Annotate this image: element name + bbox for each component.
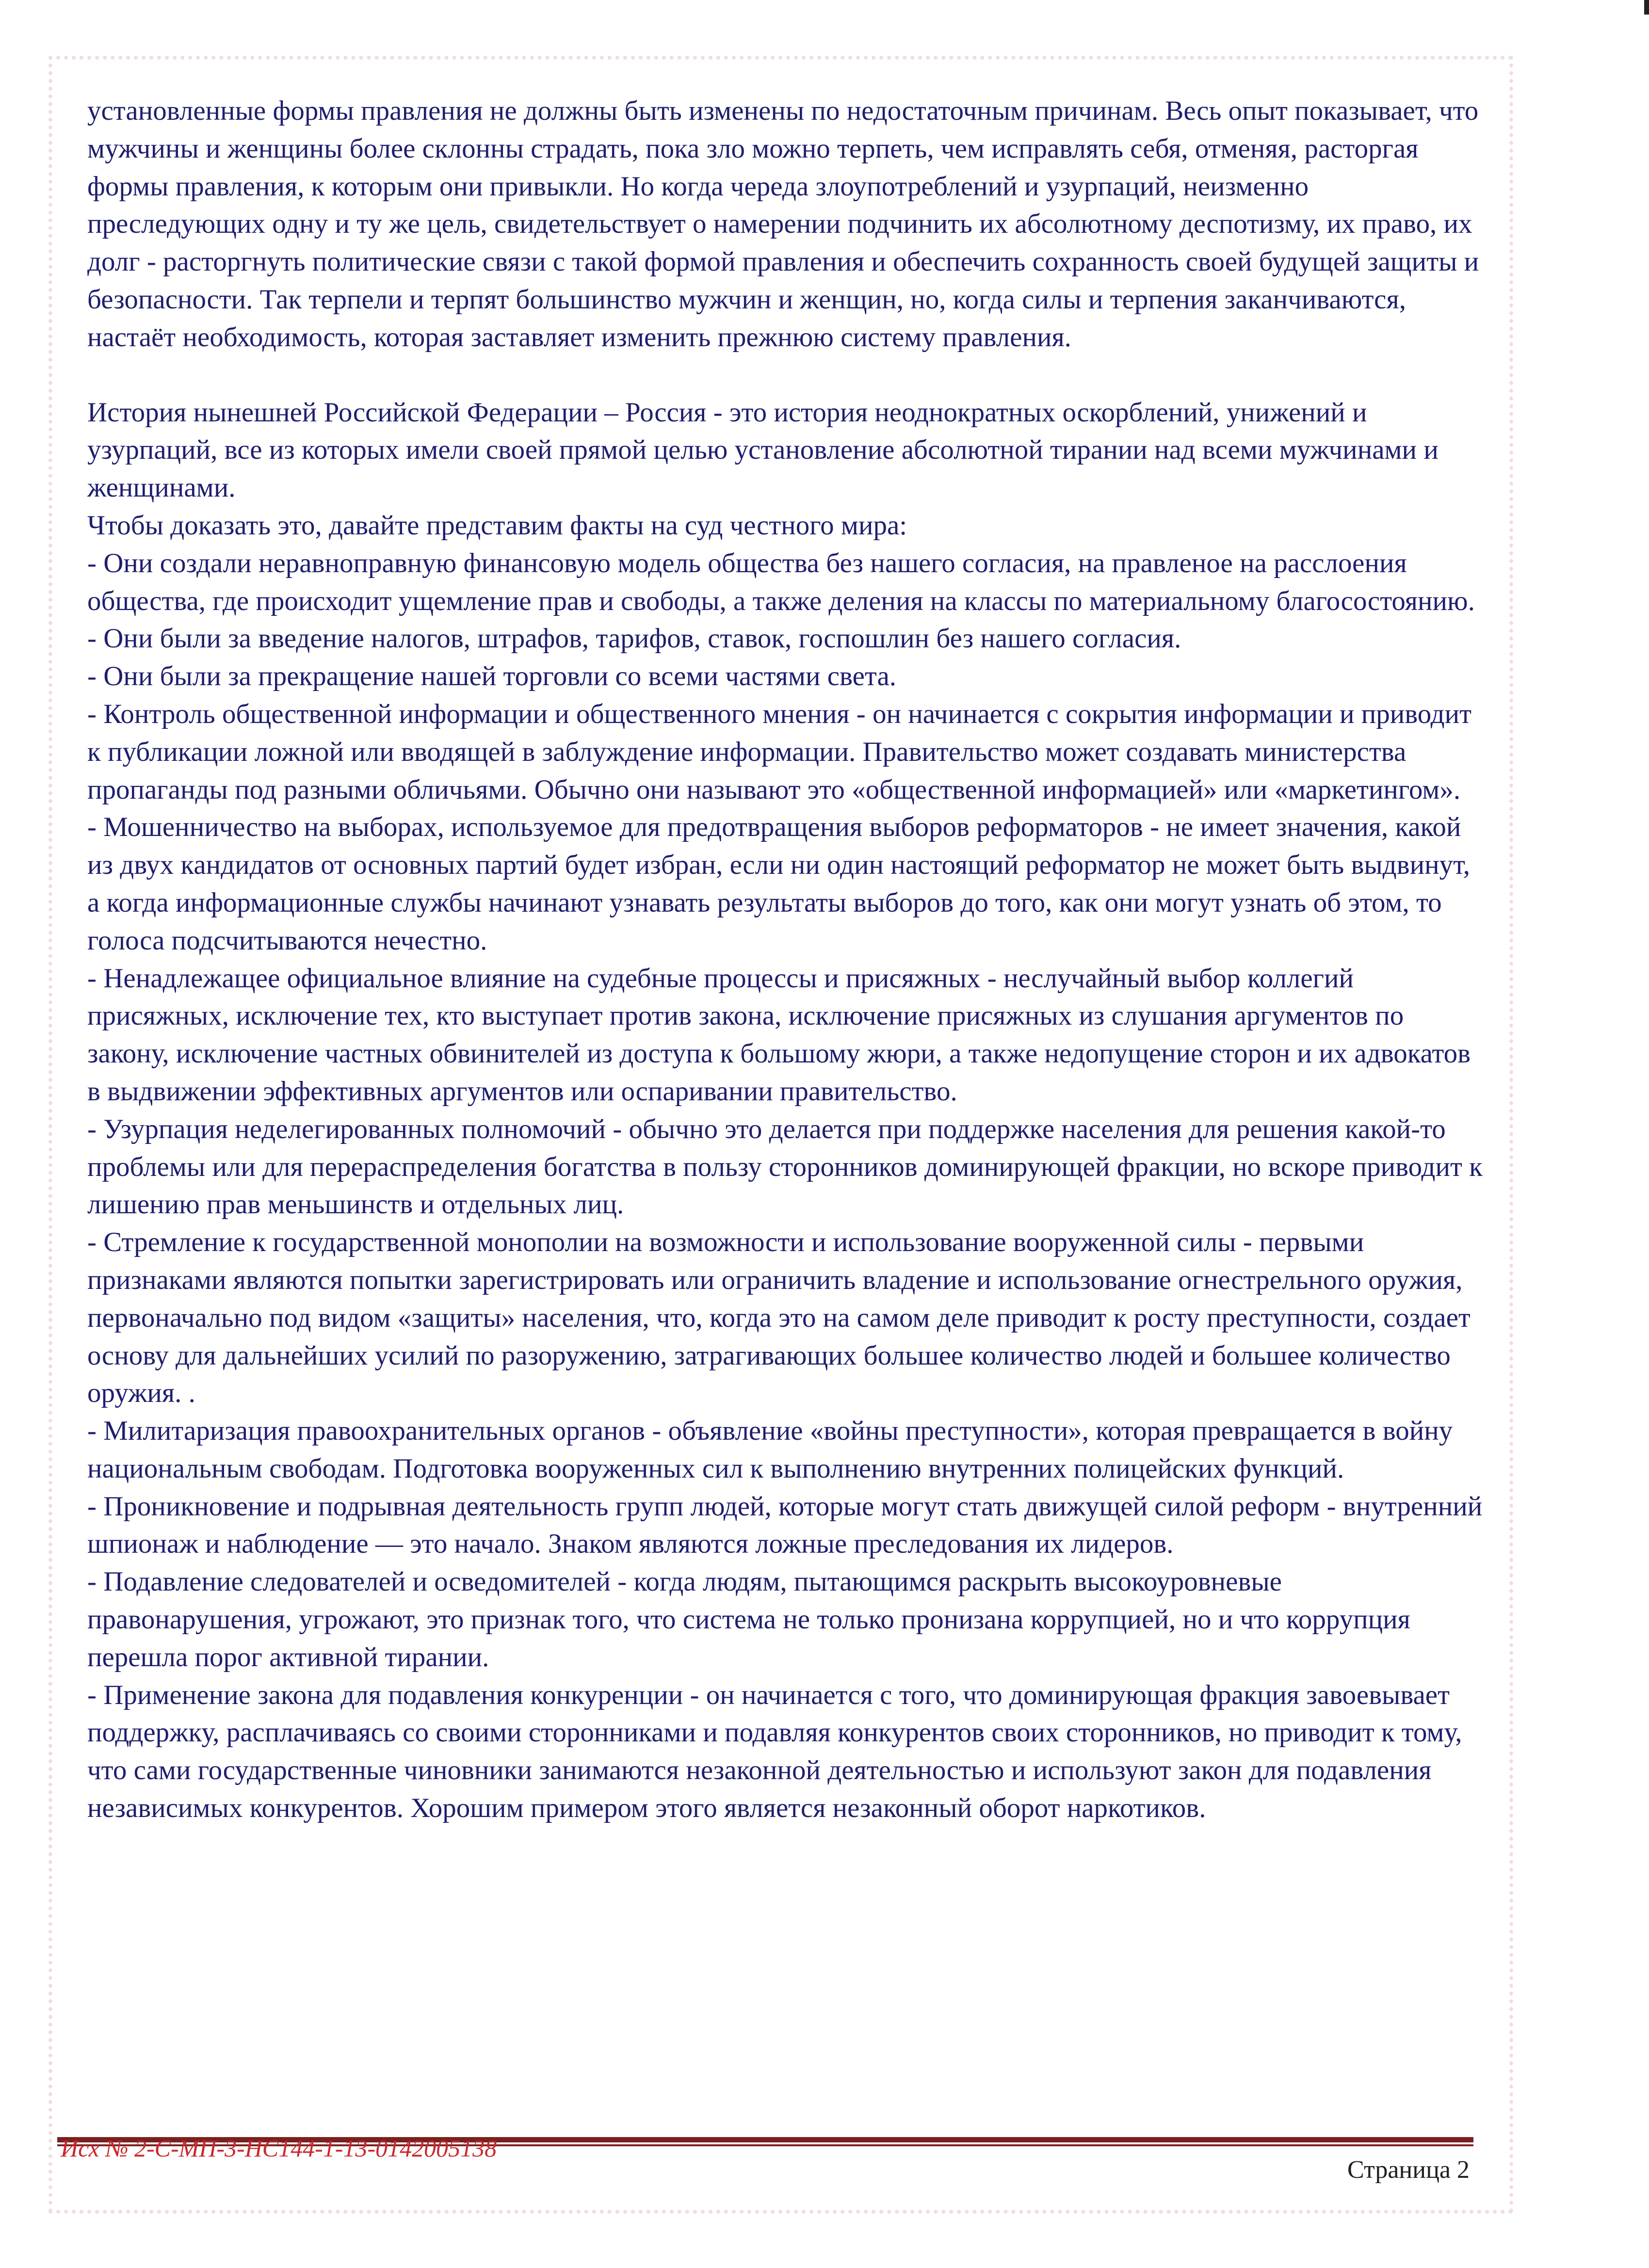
list-item-information-control: - Контроль общественной информации и общественного мнения - он начинается с сокрытия информации и приводит к публикации ложной или вводящей в заблуждение информации. Правительство может создавать министерства пропаганды под разными обличьями. Обычно они называют это «общественной информацией» или «маркетингом».	[87, 698, 1472, 805]
list-item-trade: - Они были за прекращение нашей торговли со всеми частями света.	[87, 661, 897, 692]
list-item-taxes: - Они были за введение налогов, штрафов, тарифов, ставок, госпошлин без нашего согласия.	[87, 623, 1181, 654]
list-item-financial-model: - Они создали неравноправную финансовую модель общества без нашего согласия, на правленое на расслоения общества, где происходит ущемление прав и свободы, а также деления на классы по материальному благосостоянию.	[87, 547, 1475, 616]
paragraph-spacer	[87, 356, 1484, 394]
list-item-competition: - Применение закона для подавления конкуренции - он начинается с того, что доминирующая фракция завоевывает поддержку, расплачиваясь со своими сторонниками и подавляя конкурентов своих сторонников, но приводит к тому, что сами государственные чиновники занимаются незаконной деятельностью и используют закон для подавления независимых конкурентов. Хорошим примером этого является незаконный оборот наркотиков.	[87, 1679, 1462, 1824]
document-body	[87, 92, 1484, 1827]
page-number: Страница 2	[1347, 2156, 1470, 2184]
scan-edge-mark	[1644, 0, 1649, 15]
paragraph-history: История нынешней Российской Федерации – Россия - это история неоднократных оскорблений, унижений и узурпаций, все из которых имели своей прямой целью установление абсолютной тирании над всеми мужчинами и женщинами.	[87, 397, 1439, 503]
paragraph-facts-intro: Чтобы доказать это, давайте представим факты на суд честного мира:	[87, 510, 907, 541]
list-item-whistleblowers: - Подавление следователей и осведомителей - когда людям, пытающимся раскрыть высокоуровневые правонарушения, угрожают, это признак того, что система не только пронизана коррупцией, но и что коррупция перешла порог активной тирании.	[87, 1566, 1410, 1673]
list-item-armed-monopoly: - Стремление к государственной монополии на возможности и использование вооруженной силы - первыми признаками являются попытки зарегистрировать или ограничить владение и использование огнестрельного оружия, первоначально под видом «защиты» населения, что, когда это на самом деле приводит к росту преступности, создает основу для дальнейших усилий по разоружению, затрагивающих большее количество людей и большее количество оружия. .	[87, 1227, 1471, 1409]
list-item-election-fraud: - Мошенничество на выборах, используемое для предотвращения выборов реформаторов - не имеет значения, какой из двух кандидатов от основных партий будет избран, если ни один настоящий реформатор не может быть выдвинут, а когда информационные службы начинают узнавать результаты выборов до того, как они могут узнать об этом, то голоса подсчитываются нечестно.	[87, 812, 1470, 956]
paragraph-consent: установленные формы правления не должны быть изменены по недостаточным причинам. Весь опыт показывает, что мужчины и женщины более склонны страдать, пока зло можно терпеть, чем исправлять себя, отменяя, расторгая формы правления, к которым они привыкли. Но когда череда злоупотреблений и узурпаций, неизменно преследующих одну и ту же цель, свидетельствует о намерении подчинить их абсолютному деспотизму, их право, их долг - расторгнуть политические связи с такой формой правления и обеспечить сохранность своей будущей защиты и безопасности. Так терпели и терпят большинство мужчин и женщин, но, когда силы и терпения заканчиваются, настаёт необходимость, которая заставляет изменить прежнюю систему правления.	[87, 96, 1479, 353]
list-item-militarization: - Милитаризация правоохранительных органов - объявление «войны преступности», которая превращается в войну национальным свободам. Подготовка вооруженных сил к выполнению внутренних полицейских функций.	[87, 1415, 1453, 1484]
list-item-judicial-influence: - Ненадлежащее официальное влияние на судебные процессы и присяжных - неслучайный выбор коллегий присяжных, исключение тех, кто выступает против закона, исключение присяжных из слушания аргументов по закону, исключение частных обвинителей из доступа к большому жюри, а также недопущение сторон и их адвокатов в выдвижении эффективных аргументов или оспаривании правительство.	[87, 963, 1471, 1107]
list-item-infiltration: - Проникновение и подрывная деятельность групп людей, которые могут стать движущей силой реформ - внутренний шпионаж и наблюдение — это начало. Знаком являются ложные преследования их лидеров.	[87, 1491, 1483, 1560]
list-item-usurpation: - Узурпация неделегированных полномочий - обычно это делается при поддержке населения для решения какой-то проблемы или для перераспределения богатства в пользу сторонников доминирующей фракции, но вскоре приводит к лишению прав меньшинств и отдельных лиц.	[87, 1113, 1483, 1220]
outgoing-reference-number: Исх № 2-С-МП-3-НС144-1-13-0142005138	[61, 2135, 497, 2162]
